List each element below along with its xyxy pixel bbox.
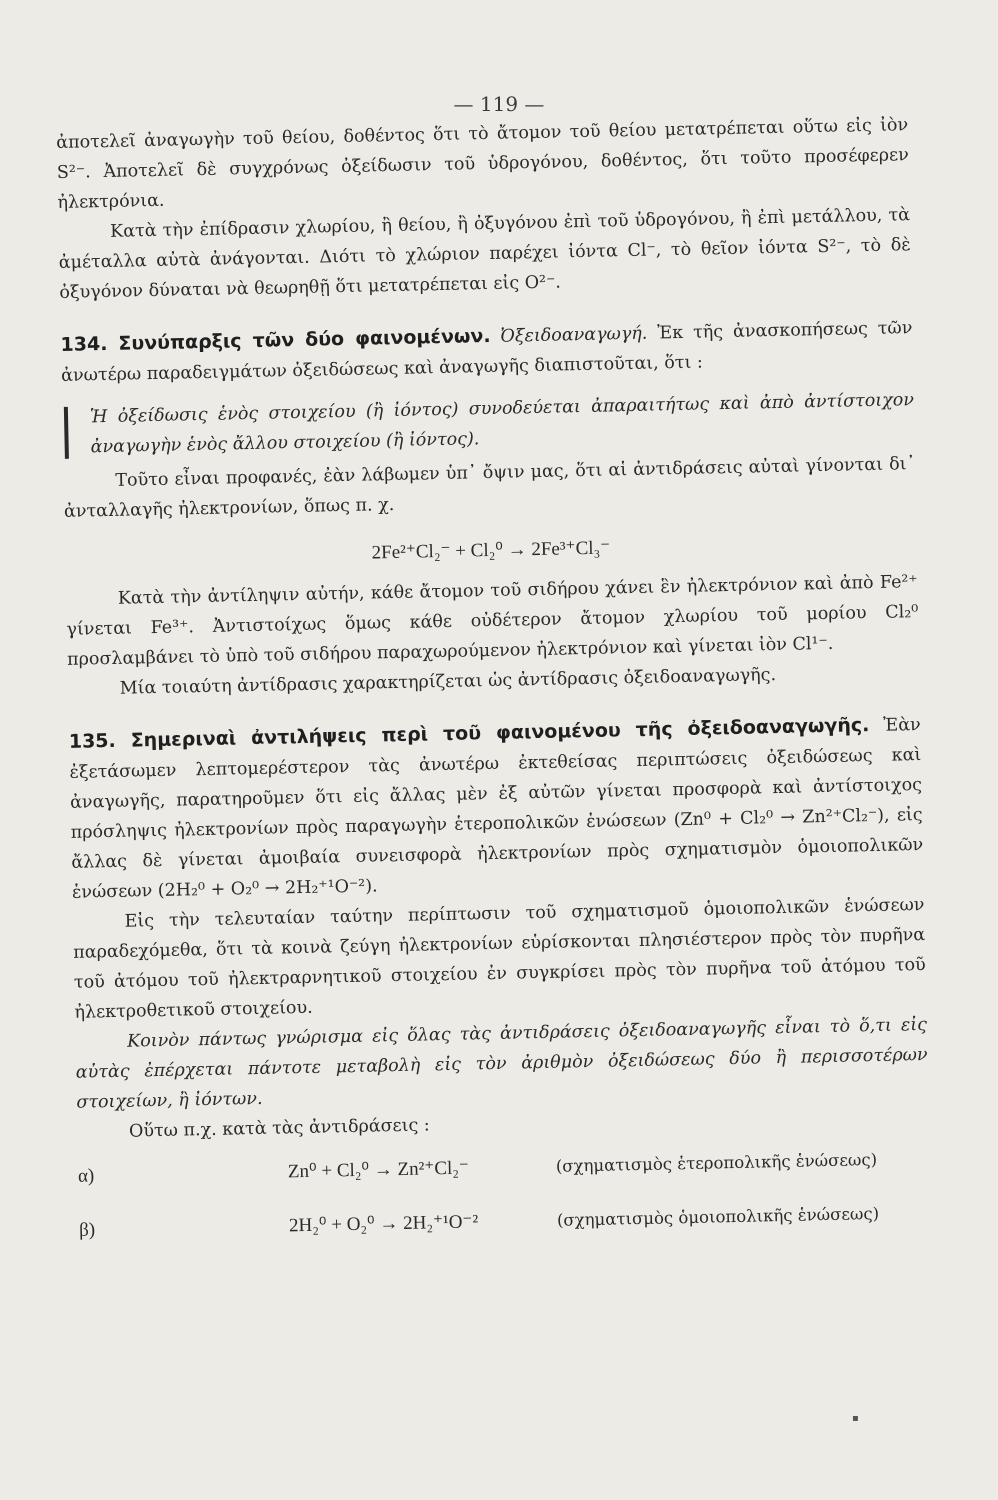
reaction-label: β)	[78, 1219, 96, 1241]
paragraph-3: Τοῦτο εἶναι προφανές, ἐὰν λάβωμεν ὑπ᾽ ὄψιν μας, ὅτι αἱ ἀντιδράσεις αὐταὶ γίνονται δι᾽ ἀνταλλαγῆς ἠλεκτρονίων, ὅπως π. χ.	[63, 454, 916, 522]
reaction-note: (σχηματισμὸς ἑτεροπολικῆς ἑνώσεως)	[555, 1150, 878, 1176]
equation-iron-chlorine: 2Fe²⁺Cl₂⁻ + Cl₂⁰ → 2Fe³⁺Cl₃⁻	[371, 537, 611, 564]
paragraph-4: Κατὰ τὴν ἀντίληψιν αὐτήν, κάθε ἄτομον τοῦ σιδήρου χάνει ἓν ἠλεκτρόνιον καὶ ἀπὸ Fe²⁺ γίνεται Fe³⁺. Ἀντιστοίχως ὅμως κάθε οὐδέτερον ἄτομον χλωρίου τοῦ μορίου Cl₂⁰ προσλαμβάνει τὸ ὑπὸ τοῦ σιδήρου παραχωρούμενον ἠλεκτρόνιον καὶ γίνεται ἰὸν Cl¹⁻.	[66, 572, 919, 670]
section-134-subtitle: Ὀξειδοαναγωγή.	[500, 323, 648, 347]
section-134-text: Ἐκ τῆς ἀνασκοπήσεως τῶν ἀνωτέρω παραδειγμάτων ὀξειδώσεως καὶ ἀναγωγῆς διαπιστοῦται, ὅτι :	[60, 318, 913, 386]
paragraph-5: Μία τοιαύτη ἀντίδρασις χαρακτηρίζεται ὡς ἀντίδρασις ὀξειδοαναγωγῆς.	[119, 665, 777, 699]
page-content	[56, 110, 931, 1256]
reaction-equation: Zn⁰ + Cl₂⁰ → Zn²⁺Cl₂⁻	[287, 1157, 470, 1183]
paragraph-2: Κατὰ τὴν ἐπίδρασιν χλωρίου, ἢ θείου, ἢ ὀξυγόνου ἐπὶ τοῦ ὑδρογόνου, ἢ ἐπὶ μετάλλου, τὰ ἀμέταλλα αὐτὰ ἀνάγονται. Διότι τὸ χλώριον παρέχει ἰόντα Cl⁻, τὸ θεῖον ἰόντα S²⁻, τὸ δὲ ὀξυγόνον δύναται νὰ θεωρηθῇ ὅτι μετατρέπεται εἰς O²⁻.	[58, 205, 911, 303]
reaction-equation: 2H₂⁰ + O₂⁰ → 2H₂⁺¹O⁻²	[288, 1211, 479, 1237]
margin-bar	[64, 407, 69, 459]
reaction-label: α)	[77, 1165, 95, 1187]
reaction-note: (σχηματισμὸς ὁμοιοπολικῆς ἑνώσεως)	[556, 1204, 880, 1230]
paragraph-6: Εἰς τὴν τελευταίαν ταύτην περίπτωσιν τοῦ σχηματισμοῦ ὁμοιοπολικῶν ἑνώσεων παραδεχόμεθα, ὅτι τὰ κοινὰ ζεύγη ἠλεκτρονίων εὑρίσκονται πλησιέστερον πρὸς τὸν πυρῆνα τοῦ ἀτόμου τοῦ ἠλεκτραρνητικοῦ στοιχείου ἐν συγκρίσει πρὸς τὸν πυρῆνα τοῦ ἀτόμου τοῦ ἠλεκτροθετικοῦ στοιχείου.	[73, 894, 926, 1023]
section-134-title: 134. Συνύπαρξις τῶν δύο φαινομένων.	[60, 324, 491, 356]
paragraph-1: ἀποτελεῖ ἀναγωγὴν τοῦ θείου, δοθέντος ὅτι τὸ ἄτομον τοῦ θείου μετατρέπεται οὕτω εἰς ἰὸν S²⁻. Ἀποτελεῖ δὲ συγχρόνως ὀξείδωσιν τοῦ ὑδρογόνου, δοθέντος, ὅτι τοῦτο προσέφερεν ἠλεκτρόνια.	[56, 115, 909, 213]
paragraph-7: Κοινὸν πάντως γνώρισμα εἰς ὅλας τὰς ἀντιδράσεις ὀξειδοαναγωγῆς εἶναι τὸ ὅ,τι εἰς αὐτὰς ἐπέρχεται πάντοτε μεταβολὴ εἰς τὸν ἀριθμὸν ὀξειδώσεως δύο ἢ περισσοτέρων στοιχείων, ἢ ἰόντων.	[75, 1014, 928, 1113]
stray-mark: ▪	[852, 1413, 859, 1424]
page-number: — 119 —	[453, 92, 545, 116]
reaction-row	[79, 1190, 932, 1256]
statement-text: Ἡ ὀξείδωσις ἑνὸς στοιχείου (ἢ ἰόντος) συνοδεύεται ἀπαραιτήτως καὶ ἀπὸ ἀντίστοιχον ἀναγωγὴν ἑνὸς ἄλλου στοιχείου (ἢ ἰόντος).	[89, 390, 915, 458]
section-134	[60, 312, 913, 391]
section-135-text: Ἐὰν ἐξετάσωμεν λεπτομερέστερον τὰς ἀνωτέρω ἐκτεθείσας περιπτώσεις ὀξειδώσεως καὶ ἀναγωγῆς, παρατηροῦμεν ὅτι εἰς ἄλλας μὲν ἐξ αὐτῶν γίνεται προσφορὰ καὶ ἀντίστοιχος πρόσληψις ἠλεκτρονίων πρὸς παραγωγὴν ἑτεροπολικῶν ἑνώσεων (Zn⁰ + Cl₂⁰ → Zn²⁺Cl₂⁻), εἰς ἄλλας δὲ γίνεται ἀμοιβαία συνεισφορὰ ἠλεκτρονίων πρὸς σχηματισμὸν ὁμοιοπολικῶν ἑνώσεων (2H₂⁰ + O₂⁰ → 2H₂⁺¹O⁻²).	[69, 715, 924, 903]
section-135	[69, 709, 925, 908]
paragraph-8: Οὕτω π.χ. κατὰ τὰς ἀντιδράσεις :	[128, 1115, 430, 1142]
section-135-title: 135. Σημεριναὶ ἀντιλήψεις περὶ τοῦ φαινομένου τῆς ὀξειδοαναγωγῆς.	[68, 714, 870, 753]
